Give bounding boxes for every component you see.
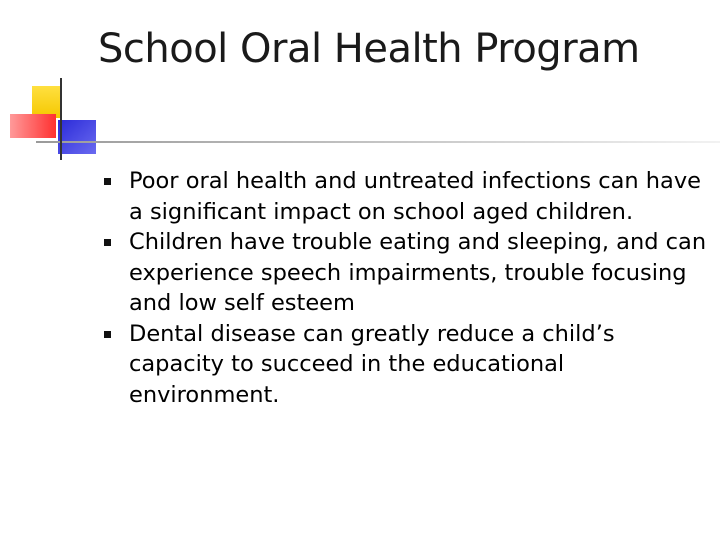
- red-bar: [10, 114, 56, 138]
- square-bullet-icon: [104, 239, 111, 246]
- bullet-text: Poor oral health and untreated infections can have a significant impact on school aged children.: [129, 168, 701, 225]
- slide-title: School Oral Health Program: [98, 26, 640, 72]
- blue-square: [58, 120, 96, 154]
- bullet-item: [110, 166, 710, 227]
- title-rule: [36, 141, 720, 143]
- square-bullet-icon: [104, 178, 111, 185]
- bullet-item: [110, 227, 710, 319]
- yellow-square: [32, 86, 62, 118]
- bullet-text: Dental disease can greatly reduce a child’s capacity to succeed in the educational environment.: [129, 320, 615, 408]
- bullet-text: Children have trouble eating and sleeping, and can experience speech impairments, trouble focusing and low self esteem: [129, 229, 707, 316]
- vertical-line: [60, 78, 62, 160]
- square-bullet-icon: [104, 331, 111, 338]
- bullet-item: [110, 319, 710, 411]
- bullet-list: [110, 166, 710, 410]
